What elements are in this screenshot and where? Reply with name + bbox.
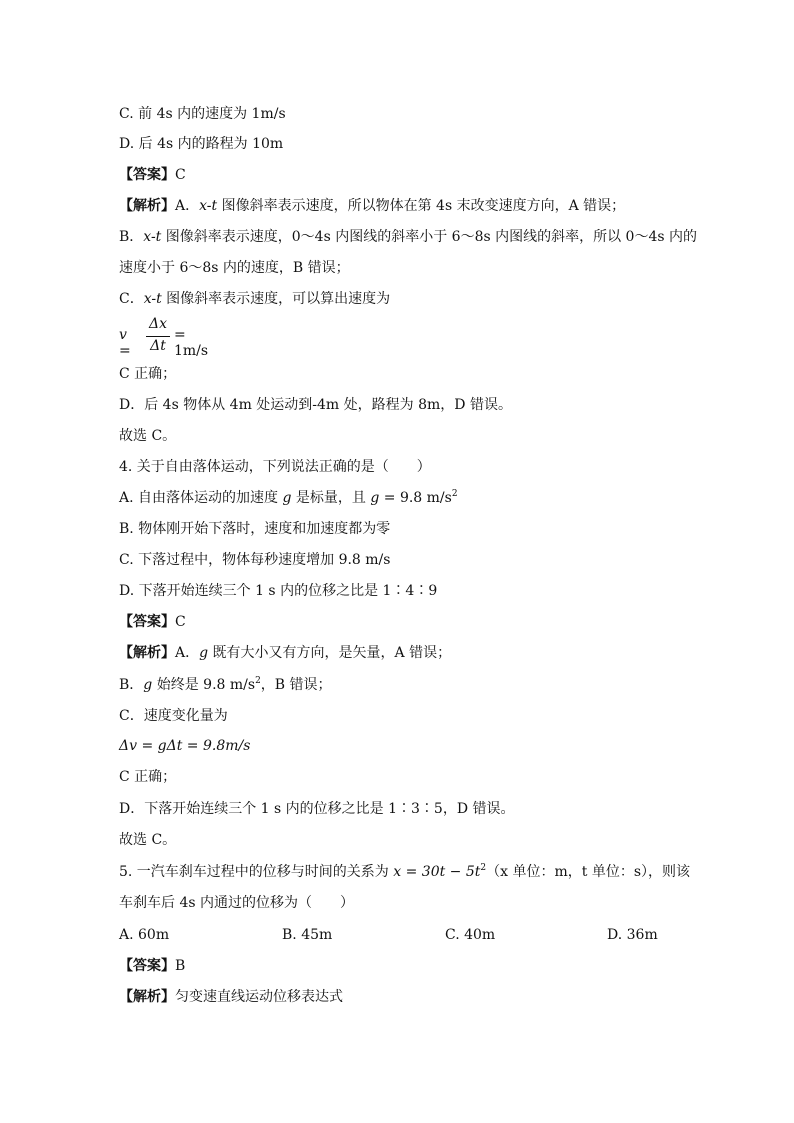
explanation-tag: 【解析】 [119,989,175,1005]
q4-option-a [119,489,458,507]
fraction-bar [146,336,170,337]
g-symbol: g [282,490,292,506]
q3-explanation-a [119,197,625,215]
superscript: 2 [255,676,261,686]
q4-option-c: C. 下落过程中，物体每秒速度增加 9.8 m/s [119,552,391,568]
g-symbol: g [199,645,209,661]
answer-value: C [175,167,186,183]
q4-explanation-c: C．速度变化量为 [119,708,228,724]
answer-tag: 【答案】 [119,958,175,974]
answer-tag: 【答案】 [119,167,175,183]
expl-b-text: 图像斜率表示速度，0～4s 内图线的斜率小于 6～8s 内图线的斜率，所以 0～4s 内的 [161,229,698,245]
expl-b-text: ，B 错误； [260,677,332,693]
q3-explanation-b-cont: 速度小于 6～8s 内的速度，B 错误； [119,260,350,276]
opt-a-value: = 9.8 m/s [379,490,452,506]
q4-choose: 故选 C。 [119,832,177,848]
q5-stem [119,863,690,881]
expl-a-prefix: A． [175,198,200,214]
q4-explanation-d: D．下落开始连续三个 1 s 内的位移之比是 1∶3∶5，D 错误。 [119,801,515,817]
q4-explanation-b [119,676,332,694]
q4-formula: Δv = gΔt = 9.8m/s [119,738,251,754]
stem-text: 5. 一汽车刹车过程中的位移与时间的关系为 [119,864,394,880]
xt-symbol: x-t [199,198,218,214]
answer-value: B [175,958,186,974]
xt-symbol: x-t [143,291,162,307]
expl-c-text: 图像斜率表示速度，可以算出速度为 [161,291,391,307]
expl-b-prefix: B． [119,677,144,693]
q3-choose: 故选 C。 [119,428,177,444]
formula-numerator: Δx [148,316,167,332]
q3-explanation-b [119,228,697,246]
stem-formula: x = 30t − 5t [393,864,481,880]
g-symbol: g [143,677,153,693]
expl-a-text: 既有大小又有方向，是矢量，A 错误； [208,645,452,661]
q5-option-c: C. 40m [445,927,496,943]
expl-b-prefix: B． [119,229,144,245]
expl-c-prefix: C． [119,291,144,307]
q3-option-d: D. 后 4s 内的路程为 10m [119,136,284,152]
xt-symbol: x-t [143,229,162,245]
superscript: 2 [480,863,487,873]
q5-option-d: D. 36m [607,927,658,943]
q5-answer [119,957,185,975]
q5-option-b: B. 45m [282,927,333,943]
q4-explanation-a [119,644,451,662]
q5-explanation [119,988,343,1006]
formula-rhs: = 1m/s [174,327,209,359]
q5-stem-cont: 车刹车后 4s 内通过的位移为（ ） [119,895,354,911]
expl-a-text: 图像斜率表示速度，所以物体在第 4s 末改变速度方向，A 错误； [217,198,626,214]
q3-explanation-c [119,290,390,308]
q4-c-correct: C 正确； [119,769,177,785]
q3-c-correct: C 正确； [119,366,177,382]
stem-text-post: （x 单位：m，t 单位：s），则该 [486,864,691,880]
formula-denominator: Δt [150,338,166,354]
answer-value: C [175,614,186,630]
q4-stem: 4. 关于自由落体运动，下列说法正确的是（ ） [119,459,431,475]
q4-option-b: B. 物体刚开始下落时，速度和加速度都为零 [119,521,391,537]
opt-a-mid: 是标量，且 [291,490,371,506]
superscript: 2 [451,489,458,499]
q3-option-c: C. 前 4s 内的速度为 1m/s [119,106,286,122]
expl-a-prefix: A． [175,645,200,661]
q4-answer [119,613,186,631]
answer-tag: 【答案】 [119,614,175,630]
explanation-tag: 【解析】 [119,645,175,661]
expl-text: 匀变速直线运动位移表达式 [175,989,343,1005]
q5-option-a: A. 60m [119,927,170,943]
explanation-tag: 【解析】 [119,198,175,214]
formula-lhs: v = [119,327,131,359]
q4-option-d: D. 下落开始连续三个 1 s 内的位移之比是 1∶4∶9 [119,583,438,599]
opt-a-text: A. 自由落体运动的加速度 [119,490,283,506]
expl-b-mid: 始终是 9.8 m/s [152,677,256,693]
q3-answer [119,166,186,184]
q3-explanation-d: D．后 4s 物体从 4m 处运动到-4m 处，路程为 8m，D 错误。 [119,397,512,413]
g-symbol: g [370,490,380,506]
